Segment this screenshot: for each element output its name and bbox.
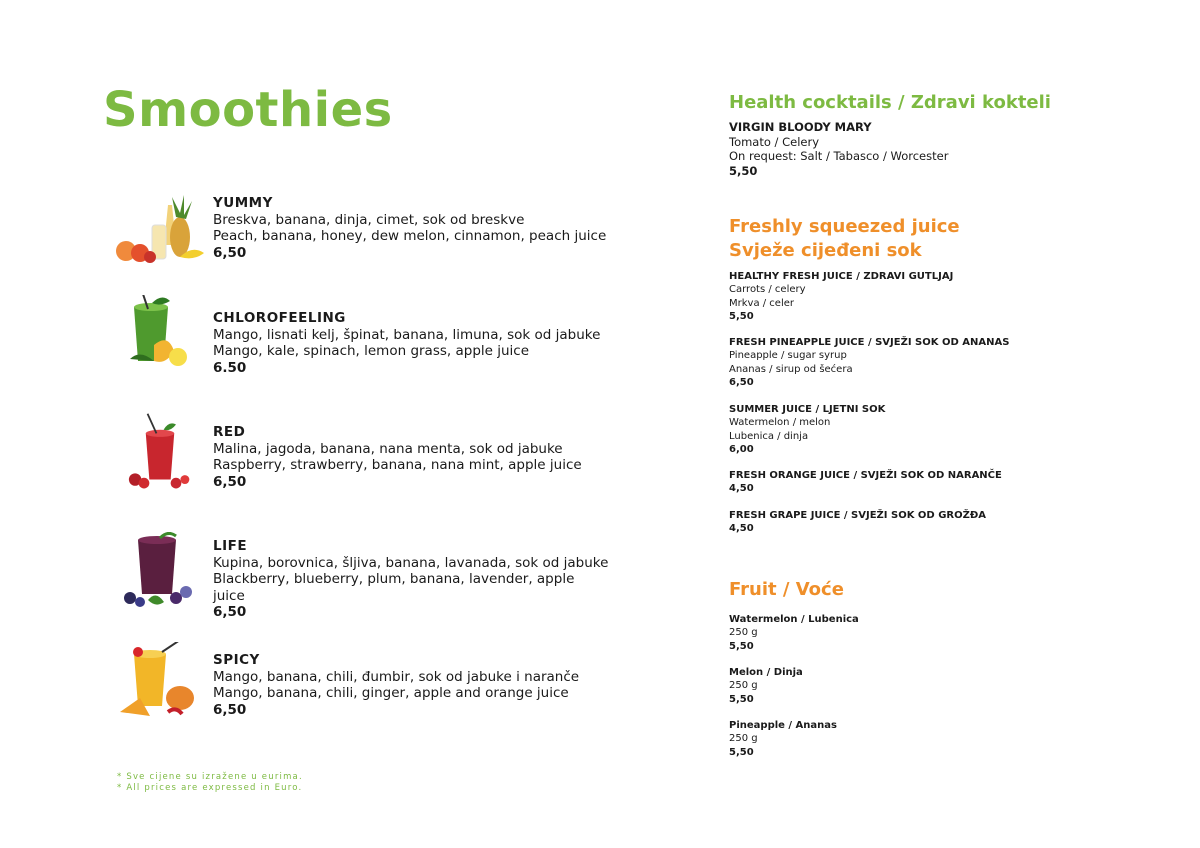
item-name: FRESH ORANGE JUICE / SVJEŽI SOK OD NARANČE: [729, 470, 1002, 481]
smoothie-ingredients-en: Blackberry, blueberry, plum, banana, lavender, apple juice: [213, 571, 575, 604]
health-item: [729, 120, 948, 178]
smoothie-ingredients-hr: Mango, banana, chili, đumbir, sok od jabuke i naranče: [213, 668, 580, 685]
red-drink-image: [110, 412, 210, 492]
smoothie-name: YUMMY: [213, 195, 273, 211]
item-name: FRESH PINEAPPLE JUICE / SVJEŽI SOK OD ANANAS: [729, 337, 1010, 348]
item-price: 4,50: [729, 483, 754, 495]
smoothie-life: [110, 532, 610, 622]
item-name: Watermelon / Lubenica: [729, 614, 859, 625]
smoothie-ingredients-hr: Kupina, borovnica, šljiva, banana, lavanada, sok od jabuke: [213, 554, 609, 571]
item-name: HEALTHY FRESH JUICE / ZDRAVI GUTLJAJ: [729, 271, 954, 282]
life-drink-image: [110, 532, 210, 612]
smoothie-ingredients-hr: Malina, jagoda, banana, nana menta, sok od jabuke: [213, 440, 563, 457]
smoothie-name: LIFE: [213, 538, 248, 554]
page-title: Smoothies: [103, 82, 393, 138]
item-name: Melon / Dinja: [729, 667, 803, 678]
smoothie-ingredients-en: Raspberry, strawberry, banana, nana mint, apple juice: [213, 457, 582, 473]
smoothie-ingredients-hr: Mango, lisnati kelj, špinat, banana, limuna, sok od jabuke: [213, 326, 601, 343]
smoothie-price: 6,50: [213, 701, 247, 718]
item-line: Tomato / Celery: [729, 134, 819, 149]
smoothie-chlorofeeling: [110, 295, 610, 385]
price-note-hr: * Sve cijene su izražene u eurima.: [117, 772, 303, 782]
juice-heading-hr: Svježe cijeđeni sok: [729, 240, 922, 261]
item-weight: 250 g: [729, 627, 758, 639]
smoothie-name: SPICY: [213, 652, 260, 668]
smoothie-price: 6,50: [213, 473, 247, 490]
chlorofeeling-drink-image: [110, 295, 210, 375]
item-name: Pineapple / Ananas: [729, 720, 837, 731]
smoothie-price: 6,50: [213, 244, 247, 261]
item-line: Mrkva / celer: [729, 297, 794, 309]
smoothie-ingredients-en: Mango, banana, chili, ginger, apple and orange juice: [213, 685, 569, 701]
smoothie-ingredients-en: Peach, banana, honey, dew melon, cinnamon, peach juice: [213, 228, 607, 244]
item-name: FRESH GRAPE JUICE / SVJEŽI SOK OD GROŽĐA: [729, 510, 986, 521]
item-line: Lubenica / dinja: [729, 430, 809, 442]
smoothie-name: CHLOROFEELING: [213, 310, 346, 326]
smoothie-name: RED: [213, 424, 246, 440]
smoothie-ingredients-hr: Breskva, banana, dinja, cimet, sok od breskve: [213, 211, 525, 228]
juice-item: [729, 509, 986, 536]
item-price: 6,50: [729, 377, 754, 389]
fruit-heading: Fruit / Voće: [729, 579, 844, 600]
item-price: 5,50: [729, 163, 758, 178]
item-line: Pineapple / sugar syrup: [729, 350, 847, 362]
smoothie-yummy: [110, 195, 610, 285]
item-line: On request: Salt / Tabasco / Worcester: [729, 149, 949, 163]
item-price: 5,50: [729, 640, 754, 652]
smoothie-spicy: [110, 642, 610, 732]
spicy-drink-image: [110, 642, 210, 722]
smoothie-red: [110, 412, 610, 502]
item-name: SUMMER JUICE / LJETNI SOK: [729, 404, 886, 415]
juice-item: [729, 336, 1009, 390]
item-price: 4,50: [729, 523, 754, 535]
health-cocktails-heading: Health cocktails / Zdravi kokteli: [729, 92, 1051, 113]
item-weight: 250 g: [729, 680, 758, 692]
juice-item: [729, 403, 885, 457]
smoothie-price: 6,50: [213, 604, 247, 620]
fruit-item: [729, 666, 803, 706]
item-price: 5,50: [729, 311, 754, 323]
fruit-item: [729, 719, 837, 759]
fruit-item: [729, 613, 859, 653]
price-note-en: * All prices are expressed in Euro.: [117, 783, 303, 793]
item-price: 5,50: [729, 746, 754, 758]
item-name: VIRGIN BLOODY MARY: [729, 120, 872, 134]
juice-item: [729, 469, 1002, 496]
juice-item: [729, 270, 953, 324]
item-line: Carrots / celery: [729, 284, 806, 296]
yummy-fruit-image: [110, 195, 210, 275]
item-line: Ananas / sirup od šećera: [729, 363, 853, 375]
item-price: 6,00: [729, 444, 754, 456]
juice-heading-en: Freshly squeezed juice: [729, 216, 960, 237]
item-price: 5,50: [729, 693, 754, 705]
smoothie-price: 6.50: [213, 359, 247, 376]
smoothie-ingredients-en: Mango, kale, spinach, lemon grass, apple juice: [213, 343, 530, 359]
item-line: Watermelon / melon: [729, 417, 831, 429]
item-weight: 250 g: [729, 733, 758, 745]
